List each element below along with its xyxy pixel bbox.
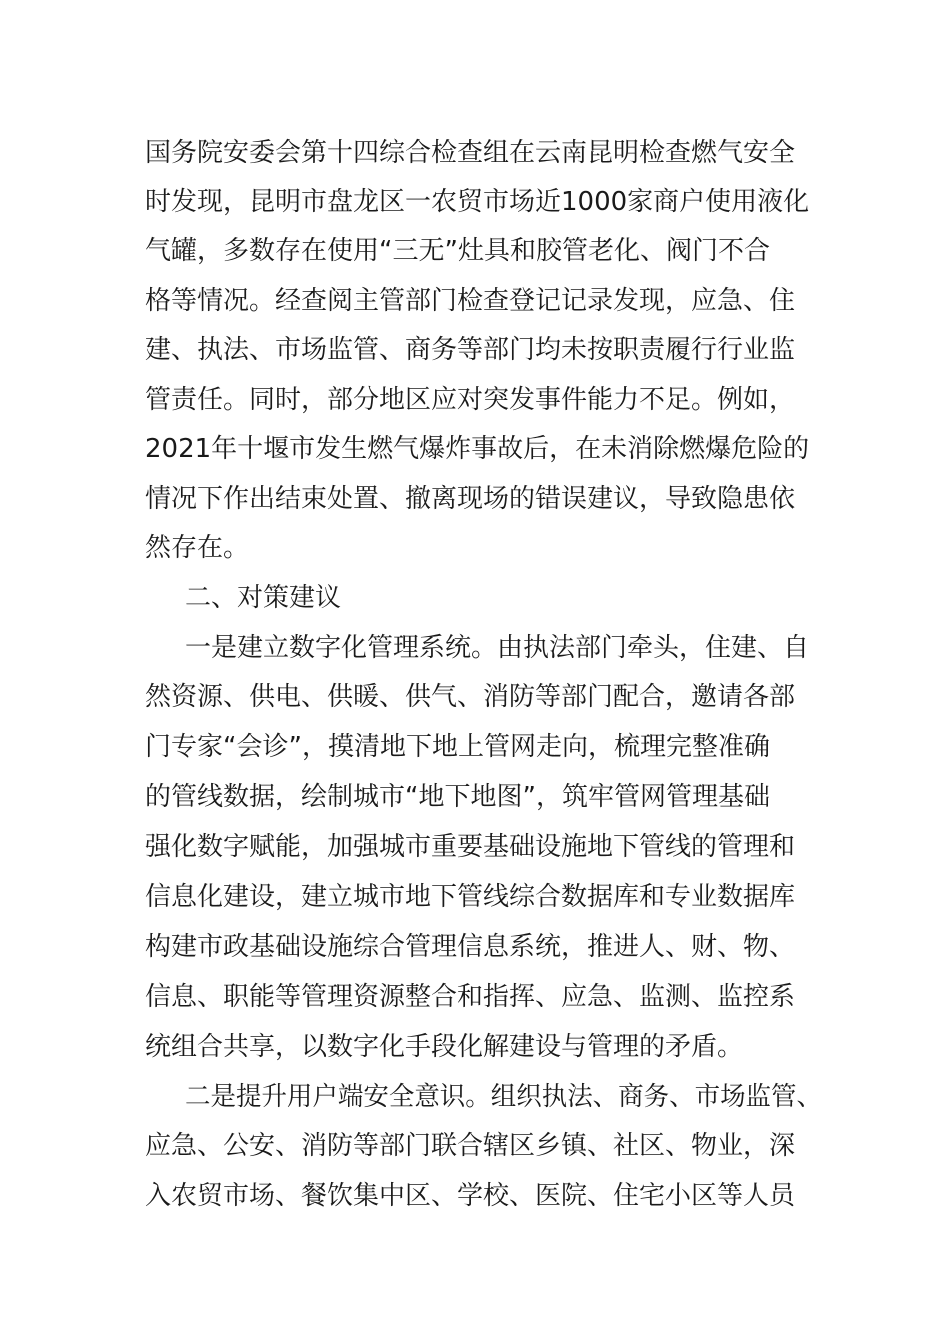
text-line: 格等情况。经查阅主管部门检查登记记录发现，应急、住 [145, 286, 796, 316]
text-line: 应急、公安、消防等部门联合辖区乡镇、社区、物业，深 [145, 1131, 796, 1161]
text-line: 的管线数据，绘制城市“地下地图”，筑牢管网管理基础 [145, 782, 770, 812]
text-line: 统组合共享，以数字化手段化解建设与管理的矛盾。 [145, 1032, 744, 1062]
text-line: 信息化建设，建立城市地下管线综合数据库和专业数据库 [145, 882, 796, 912]
text-line: 然资源、供电、供暖、供气、消防等部门配合，邀请各部 [145, 682, 796, 712]
text-line: 强化数字赋能，加强城市重要基础设施地下管线的管理和 [145, 832, 796, 862]
text-line: 然存在。 [145, 533, 250, 563]
text-line: 二是提升用户端安全意识。组织执法、商务、市场监管、 [185, 1082, 823, 1112]
text-line: 一是建立数字化管理系统。由执法部门牵头，住建、自 [185, 633, 810, 663]
text-line: 情况下作出结束处置、撤离现场的错误建议，导致隐患依 [145, 484, 796, 514]
text-line: 国务院安委会第十四综合检查组在云南昆明检查燃气安全 [145, 138, 796, 168]
text-line: 建、执法、市场监管、商务等部门均未按职责履行行业监 [145, 335, 796, 365]
text-line: 构建市政基础设施综合管理信息系统，推进人、财、物、 [145, 932, 796, 962]
text-line: 门专家“会诊”，摸清地下地上管网走向，梳理完整准确 [145, 732, 770, 762]
text-line: 时发现，昆明市盘龙区一农贸市场近1000家商户使用液化 [145, 187, 810, 217]
text-line: 2021年十堰市发生燃气爆炸事故后，在未消除燃爆危险的 [145, 434, 810, 464]
text-line: 气罐，多数存在使用“三无”灶具和胶管老化、阀门不合 [145, 236, 770, 266]
text-line: 入农贸市场、餐饮集中区、学校、医院、住宅小区等人员 [145, 1181, 796, 1211]
section-heading: 二、对策建议 [185, 583, 342, 613]
text-line: 信息、职能等管理资源整合和指挥、应急、监测、监控系 [145, 982, 796, 1012]
text-line: 管责任。同时，部分地区应对突发事件能力不足。例如， [145, 385, 796, 415]
